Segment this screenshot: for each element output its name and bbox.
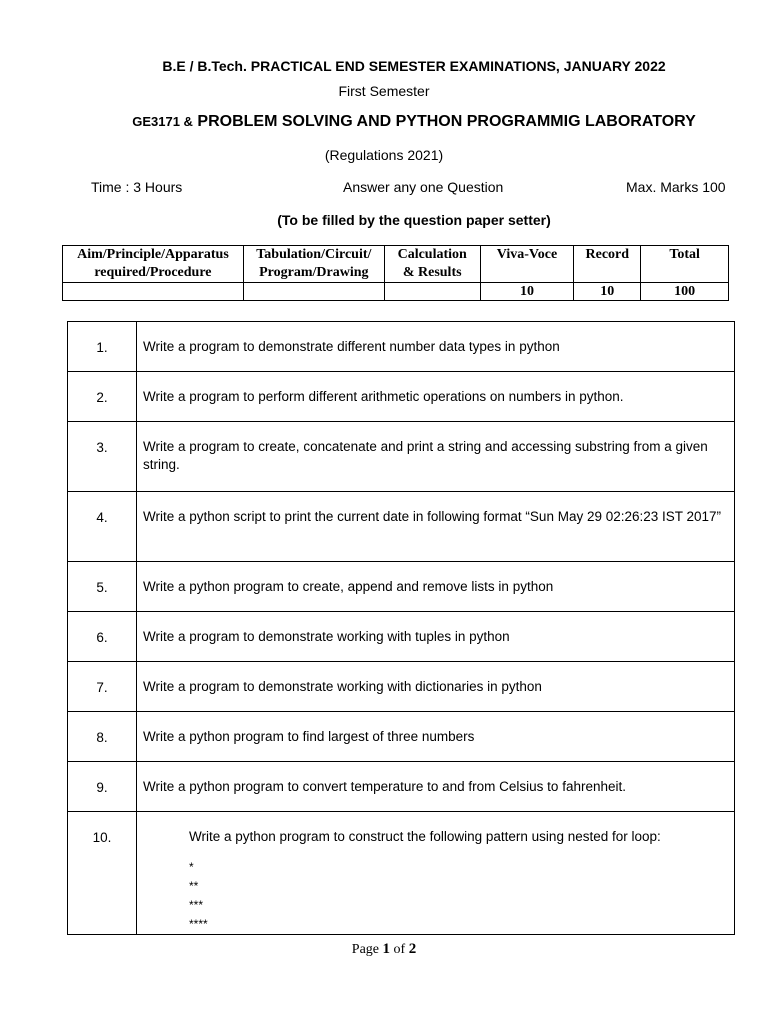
pattern-line: ** — [189, 879, 199, 893]
question-row — [68, 562, 735, 612]
marks-value-row — [63, 283, 729, 301]
question-number: 9. — [68, 762, 137, 812]
question-row — [68, 322, 735, 372]
question-text: Write a python program to create, append and remove lists in python — [137, 562, 735, 612]
marks-value-cell: 100 — [641, 283, 729, 301]
question-text: Write a python program to find largest of three numbers — [137, 712, 735, 762]
regulations: (Regulations 2021) — [324, 147, 444, 163]
question-text: Write a program to demonstrate different number data types in python — [137, 322, 735, 372]
marks-header-cell: Record — [574, 246, 641, 283]
question-number: 2. — [68, 372, 137, 422]
marks-header-cell: Tabulation/Circuit/ Program/Drawing — [243, 246, 384, 283]
question-number: 8. — [68, 712, 137, 762]
pattern-line: **** — [189, 917, 208, 931]
marks-value-cell: 10 — [574, 283, 641, 301]
question-text: Write a python program to construct the following pattern using nested for loop: — [189, 829, 661, 844]
course-heading — [30, 113, 768, 131]
question-number: 1. — [68, 322, 137, 372]
question-row — [68, 372, 735, 422]
max-marks: Max. Marks 100 — [626, 179, 726, 195]
question-number: 10. — [68, 812, 137, 935]
marks-header-row — [63, 246, 729, 283]
question-number: 5. — [68, 562, 137, 612]
exam-title: B.E / B.Tech. PRACTICAL END SEMESTER EXAMINATIONS, JANUARY 2022 — [162, 58, 666, 74]
question-text: Write a python script to print the current date in following format “Sun May 29 02:26:23 IST 2017” — [137, 492, 735, 562]
question-number: 4. — [68, 492, 137, 562]
pattern-line: * — [189, 860, 194, 874]
marks-header-cell: Viva-Voce — [480, 246, 574, 283]
page-total: 2 — [408, 941, 417, 957]
marks-value-cell — [63, 283, 244, 301]
course-title: PROBLEM SOLVING AND PYTHON PROGRAMMIG LABORATORY — [197, 113, 696, 130]
question-number: 7. — [68, 662, 137, 712]
marks-header-cell: Calculation & Results — [384, 246, 480, 283]
questions-table — [67, 321, 735, 935]
question-row — [68, 422, 735, 492]
instruction: Answer any one Question — [343, 179, 504, 195]
question-row — [68, 662, 735, 712]
question-row — [68, 762, 735, 812]
exam-duration: Time : 3 Hours — [91, 179, 183, 195]
question-text: Write a program to create, concatenate and print a string and accessing substring from a given string. — [137, 422, 735, 492]
marks-table — [62, 245, 729, 301]
marks-value-cell: 10 — [480, 283, 574, 301]
question-cell — [137, 812, 735, 935]
page-of-label: of — [393, 942, 406, 957]
question-row — [68, 492, 735, 562]
question-text: Write a program to demonstrate working with tuples in python — [137, 612, 735, 662]
question-number: 6. — [68, 612, 137, 662]
question-number: 3. — [68, 422, 137, 492]
star-pattern — [189, 858, 726, 934]
marks-header-cell: Aim/Principle/Apparatus required/Procedure — [63, 246, 244, 283]
course-code: GE3171 & — [132, 114, 193, 129]
setter-note: (To be filled by the question paper setter) — [277, 212, 551, 228]
question-row — [68, 812, 735, 935]
question-text: Write a program to demonstrate working with dictionaries in python — [137, 662, 735, 712]
semester: First Semester — [338, 83, 430, 99]
question-row — [68, 612, 735, 662]
pattern-line: *** — [189, 898, 204, 912]
question-text: Write a python program to convert temperature to and from Celsius to fahrenheit. — [137, 762, 735, 812]
page-label: Page — [351, 942, 380, 957]
question-row — [68, 712, 735, 762]
page-current: 1 — [382, 941, 391, 957]
page-footer — [0, 941, 768, 958]
question-text: Write a program to perform different arithmetic operations on numbers in python. — [137, 372, 735, 422]
marks-value-cell — [243, 283, 384, 301]
marks-header-cell: Total — [641, 246, 729, 283]
marks-value-cell — [384, 283, 480, 301]
